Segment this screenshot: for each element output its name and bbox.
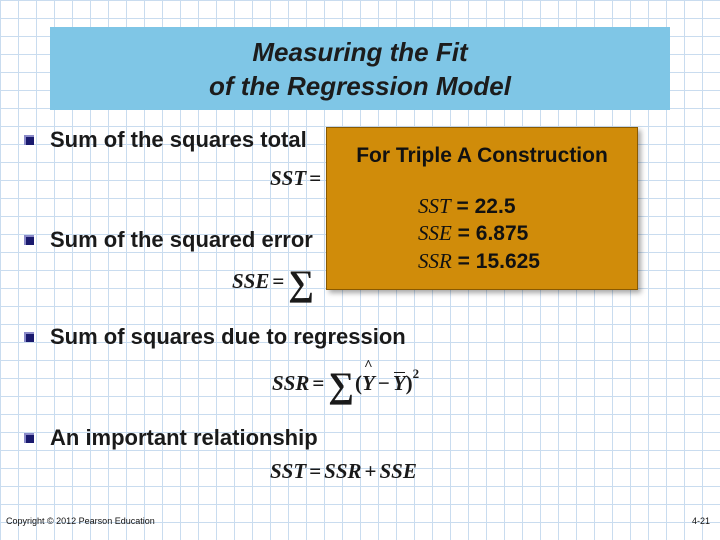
open-paren: ( — [355, 371, 363, 395]
relationship-formula — [270, 459, 417, 484]
copyright-text: Copyright © 2012 Pearson Education — [6, 516, 155, 526]
callout-sst — [418, 194, 516, 219]
sse-symbol: SSE — [232, 269, 270, 293]
callout-value: = 6.875 — [451, 222, 529, 245]
callout-sse — [418, 221, 528, 246]
title-line-2: of the Regression Model — [209, 70, 511, 101]
page-number: 4-21 — [691, 516, 710, 526]
sst-formula — [270, 166, 324, 191]
bullet-sse — [24, 227, 313, 253]
sse-symbol: SSE — [379, 459, 417, 483]
bullet-relationship — [24, 425, 318, 451]
bullet-text: Sum of the squares total — [50, 127, 307, 152]
square-bullet-icon — [24, 235, 34, 245]
square-bullet-icon — [24, 135, 34, 145]
bullet-sst — [24, 127, 307, 153]
summation-icon: ∑ — [288, 263, 315, 303]
y-bar-symbol: Y — [392, 371, 406, 395]
sst-symbol: SST — [270, 166, 307, 190]
callout-symbol: SSE — [418, 221, 452, 245]
minus-sign: − — [377, 371, 390, 395]
y-hat-symbol: ^ Y — [362, 371, 375, 396]
close-paren: ) — [405, 371, 413, 395]
ssr-formula — [272, 364, 419, 406]
ssr-symbol: SSR — [272, 371, 310, 395]
callout-symbol: SST — [418, 194, 451, 218]
bullet-text: Sum of the squared error — [50, 227, 313, 252]
exponent: 2 — [412, 366, 420, 381]
square-bullet-icon — [24, 433, 34, 443]
equals-sign: = — [309, 166, 322, 190]
plus-sign: + — [364, 459, 377, 483]
equals-sign: = — [312, 371, 325, 395]
sst-symbol: SST — [270, 459, 307, 483]
equals-sign: = — [309, 459, 322, 483]
bullet-text: Sum of squares due to regression — [50, 324, 406, 349]
title-line-1: Measuring the Fit — [252, 36, 468, 67]
slide-title — [50, 27, 670, 110]
sse-formula — [232, 262, 315, 304]
callout-value: = 15.625 — [451, 250, 540, 273]
equals-sign: = — [272, 269, 285, 293]
callout-value: = 22.5 — [450, 195, 516, 218]
summation-icon: ∑ — [328, 365, 355, 405]
callout-ssr — [418, 249, 540, 274]
square-bullet-icon — [24, 332, 34, 342]
bullet-text: An important relationship — [50, 425, 318, 450]
callout-symbol: SSR — [418, 249, 452, 273]
ssr-symbol: SSR — [324, 459, 362, 483]
callout-title: For Triple A Construction — [356, 144, 608, 167]
triple-a-callout — [326, 127, 638, 290]
bullet-ssr — [24, 324, 406, 350]
